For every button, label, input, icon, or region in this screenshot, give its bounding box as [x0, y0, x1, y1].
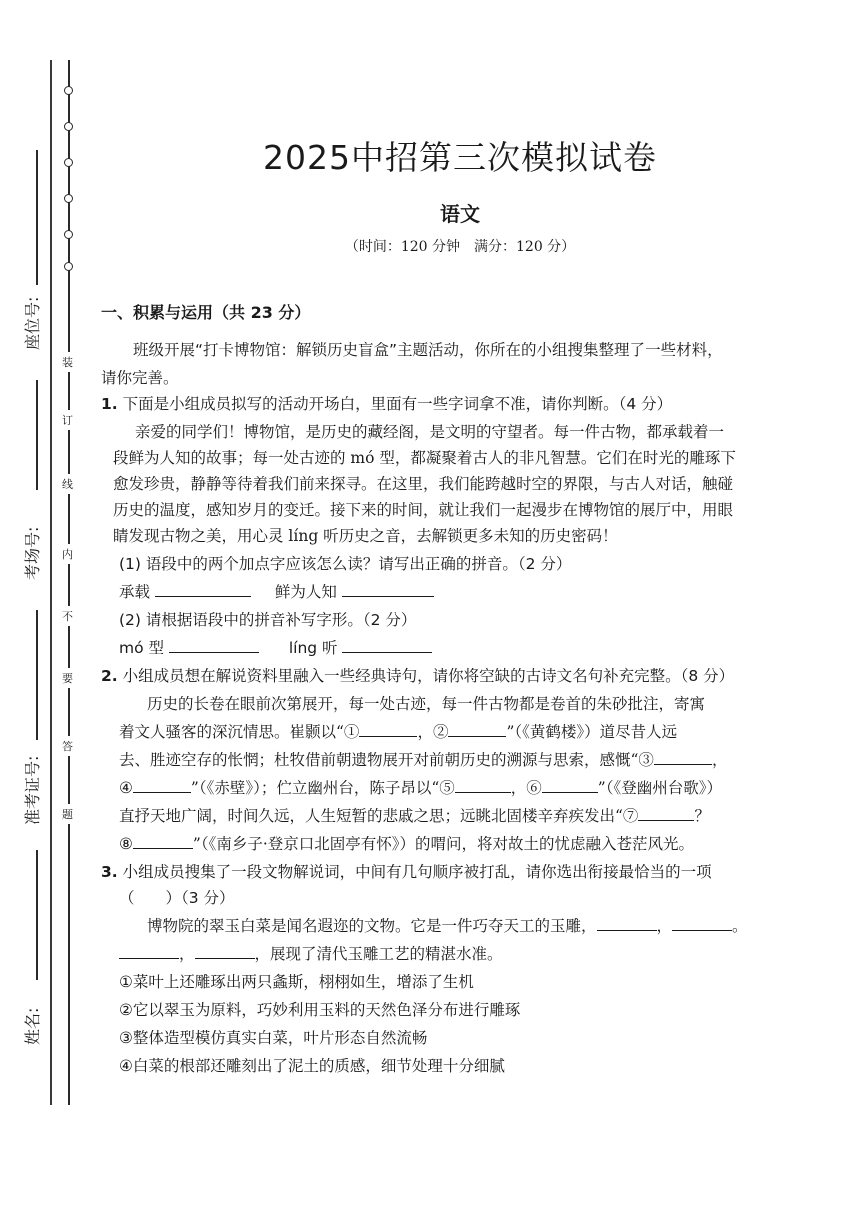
subquestion-1: (1) 语段中的两个加点字应该怎么读？请写出正确的拼音。（2 分） — [119, 555, 572, 573]
exam-meta: （时间：120 分钟 满分：120 分） — [344, 239, 576, 255]
answer-blank[interactable] — [195, 943, 255, 959]
option-1[interactable]: ①菜叶上还雕琢出两只螽斯，栩栩如生，增添了生机 — [119, 973, 474, 991]
answer-blank[interactable] — [654, 749, 712, 765]
poem-passage-line: 着文人骚客的深沉情思。崔颢以“① ，② ”（《黄鹤楼》）道尽昔人远 — [119, 723, 678, 741]
question-number: 2. — [101, 667, 118, 685]
exam-room-field-line[interactable] — [36, 380, 38, 490]
name-field-line[interactable] — [36, 850, 38, 980]
ticket-field-line[interactable] — [36, 610, 38, 740]
answer-blank[interactable] — [342, 581, 434, 597]
seal-char: 要 — [62, 668, 73, 688]
answer-blank[interactable] — [342, 637, 432, 653]
answer-blank[interactable] — [455, 777, 511, 793]
answer-blank[interactable] — [542, 777, 598, 793]
poem-passage-line: 去、胜迹空存的怅惘；杜牧借前朝遗物展开对前朝历史的溯源与思索，感慨“③ ， — [119, 751, 728, 769]
word-xianweirenzhi: 鲜为人知 — [274, 583, 337, 601]
q3-passage-line: ， ，展现了清代玉雕工艺的精湛水准。 — [119, 942, 503, 964]
question-1 — [101, 392, 672, 414]
answer-blank[interactable] — [638, 805, 694, 821]
section-intro-cont: 请你完善。 — [101, 369, 179, 387]
answer-blank[interactable] — [672, 915, 732, 931]
passage-line: 亲爱的同学们！博物馆，是历史的藏经阁，是文明的守望者。每一件古物，都承载着一 — [135, 423, 725, 441]
subquestion-2: (2) 请根据语段中的拼音补写字形。（2 分） — [119, 611, 417, 629]
pinyin-write-item — [119, 636, 432, 658]
question-number: 3. — [101, 863, 118, 881]
pinyin-item — [119, 580, 434, 602]
option-3[interactable]: ③整体造型模仿真实白菜，叶片形态自然流畅 — [119, 1029, 428, 1047]
passage-line: 历史的温度，感知岁月的变迁。接下来的时间，就让我们一起漫步在博物馆的展厅中，用眼 — [113, 501, 734, 519]
section-intro: 班级开展“打卡博物馆：解锁历史盲盒”主题活动，你所在的小组搜集整理了一些材料， — [133, 341, 723, 359]
subject-title: 语文 — [440, 202, 480, 226]
question-number: 1. — [101, 395, 118, 413]
passage-line: 睛发现古物之美，用心灵 líng 听历史之音，去解锁更多未知的历史密码！ — [113, 527, 618, 545]
question-stem: 下面是小组成员拟写的活动开场白，里面有一些字词拿不准，请你判断。（4 分） — [122, 395, 673, 413]
ticket-label: 准考证号: — [23, 755, 42, 825]
question-3 — [101, 860, 712, 882]
poem-passage-line: 直抒天地广阔，时间久远，人生短暂的悲戚之思；远眺北固楼辛弃疾发出“⑦ ？ — [119, 807, 710, 825]
name-label: 姓名: — [23, 1007, 42, 1045]
seal-char: 装 — [62, 352, 73, 372]
answer-blank[interactable] — [119, 943, 179, 959]
q3-passage-line: 博物院的翠玉白菜是闻名遐迩的文物。它是一件巧夺天工的玉雕， ， 。 — [147, 917, 748, 935]
binding-hole-icon — [64, 86, 73, 95]
binding-hole-icon — [64, 262, 73, 271]
word-lingting: líng 听 — [288, 639, 338, 657]
seal-char: 题 — [62, 804, 73, 824]
poem-passage-line: ⑧ ”（《南乡子·登京口北固亭有怀》）的喟问，将对故土的忧虑融入苍茫风光。 — [119, 835, 695, 853]
answer-blank[interactable] — [448, 721, 506, 737]
option-2[interactable]: ②它以翠玉为原料，巧妙利用玉料的天然色泽分布进行雕琢 — [119, 1001, 521, 1019]
seal-char: 订 — [62, 410, 73, 430]
seal-char: 内 — [62, 544, 73, 564]
question-stem: 小组成员想在解说资料里融入一些经典诗句，请你将空缺的古诗文名句补充完整。（8 分） — [122, 667, 735, 685]
seat-label: 座位号: — [23, 296, 42, 350]
section-title: 一、积累与运用（共 23 分） — [101, 303, 311, 322]
seal-char: 答 — [62, 736, 73, 756]
answer-blank[interactable] — [597, 915, 657, 931]
answer-blank[interactable] — [133, 833, 193, 849]
poem-passage-line: 历史的长卷在眼前次第展开，每一处古迹，每一件古物都是卷首的朱砂批注，寄寓 — [147, 695, 706, 713]
seal-char: 线 — [62, 474, 73, 494]
answer-blank[interactable] — [359, 721, 417, 737]
seal-char: 不 — [62, 606, 73, 626]
word-chengzai: 承载 — [119, 583, 151, 601]
binding-hole-icon — [64, 122, 73, 131]
passage-line: 愈发珍贵，静静等待着我们前来探寻。在这里，我们能跨越时空的界限，与古人对话，触碰 — [113, 475, 734, 493]
question-stem: 小组成员搜集了一段文物解说词，中间有几句顺序被打乱，请你选出衔接最恰当的一项 — [122, 863, 712, 881]
option-4[interactable]: ④白菜的根部还雕刻出了泥土的质感，细节处理十分细腻 — [119, 1057, 505, 1075]
exam-room-label: 考场号: — [23, 526, 42, 580]
answer-blank[interactable] — [169, 637, 259, 653]
question-2 — [101, 664, 734, 686]
word-moxing: mó 型 — [119, 639, 165, 657]
answer-blank[interactable] — [133, 777, 191, 793]
answer-blank[interactable] — [155, 581, 251, 597]
poem-passage-line: ④ ”（《赤壁》）；伫立幽州台，陈子昂以“⑤ ，⑥ ”（《登幽州台歌》） — [119, 779, 722, 797]
page-title: 2025中招第三次模拟试卷 — [263, 138, 657, 177]
answer-bracket[interactable]: （ ）（3 分） — [119, 889, 235, 907]
passage-line: 段鲜为人知的故事；每一处古迹的 mó 型，都凝聚着古人的非凡智慧。它们在时光的雕琢下 — [113, 449, 736, 467]
